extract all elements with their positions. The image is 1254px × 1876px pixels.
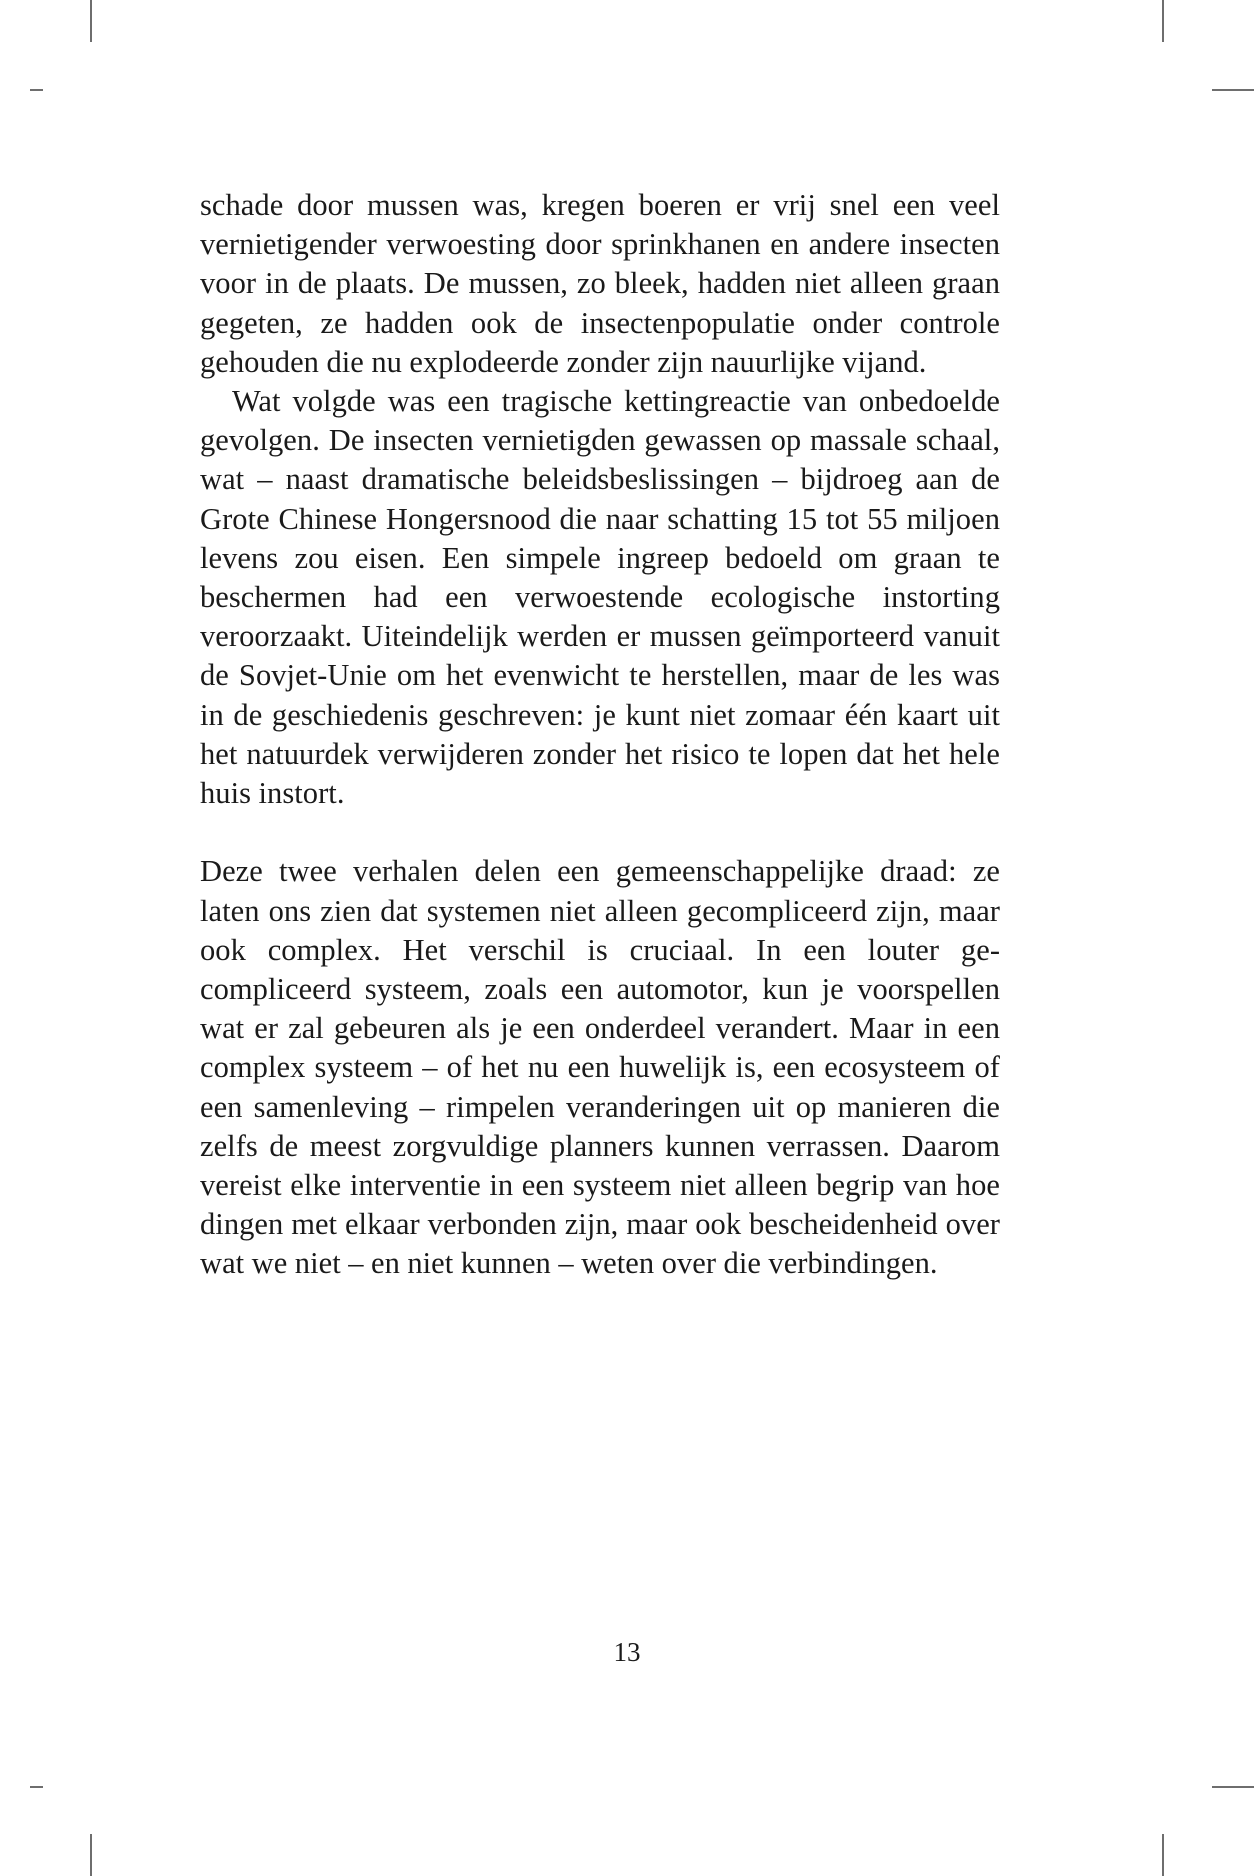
crop-mark-bottom-right-horizontal bbox=[1212, 1786, 1254, 1788]
crop-mark-bottom-right-vertical bbox=[1162, 1834, 1164, 1876]
body-text-block bbox=[200, 186, 1000, 1284]
paragraph-new: Deze twee verhalen delen een gemeenschappelijke draad: ze laten ons zien dat systemen niet alleen gecompliceerd zijn, maar ook complex. Het verschil is cruciaal. In een louter gecompliceerd systeem, zoals een automotor, kun je voorspellen wat er zal gebeuren als je een onderdeel verandert. Maar in een complex systeem – of het nu een huwelijk is, een ecosysteem of een samenleving – rimpelen veranderingen uit op manieren die zelfs de meest zorgvuldige planners kunnen verrassen. Daarom vereist elke interventie in een systeem niet alleen begrip van hoe dingen met elkaar verbonden zijn, maar ook bescheidenheid over wat we niet – en niet kunnen – weten over die verbindingen. bbox=[200, 854, 1000, 1281]
paragraph-continuation: schade door mussen was, kregen boeren er vrij snel een veel vernietigender verwoesting door sprinkhanen en andere insecten voor in de plaats. De mussen, zo bleek, hadden niet alleen graan gegeten, ze hadden ook de insectenpopulatie onder controle gehouden die nu explodeerde zonder zijn nauurlijke vijand. bbox=[200, 188, 1000, 379]
crop-mark-top-right-horizontal bbox=[1212, 89, 1254, 91]
page-number: 13 bbox=[613, 1637, 641, 1667]
crop-mark-top-left-horizontal bbox=[30, 89, 43, 91]
paragraph-indented: Wat volgde was een tragische kettingreactie van onbedoelde gevolgen. De insecten vernietigden gewassen op massale schaal, wat – naast dramatische beleidsbeslissingen – bijdroeg aan de Grote Chinese Hongersnood die naar schatting 15 tot 55 miljoen levens zou eisen. Een simpele ingreep bedoeld om graan te beschermen had een verwoestende ecologische instorting veroorzaakt. Uiteindelijk werden er mussen geïmporteerd vanuit de Sovjet-Unie om het evenwicht te herstellen, maar de les was in de geschiedenis geschreven: je kunt niet zomaar één kaart uit het natuurdek verwijderen zonder het risico te lopen dat het hele huis instort. bbox=[200, 384, 1000, 811]
crop-mark-top-left-vertical bbox=[90, 0, 92, 42]
crop-mark-bottom-left-vertical bbox=[90, 1834, 92, 1876]
crop-mark-top-right-vertical bbox=[1162, 0, 1164, 42]
crop-mark-bottom-left-horizontal bbox=[30, 1786, 43, 1788]
